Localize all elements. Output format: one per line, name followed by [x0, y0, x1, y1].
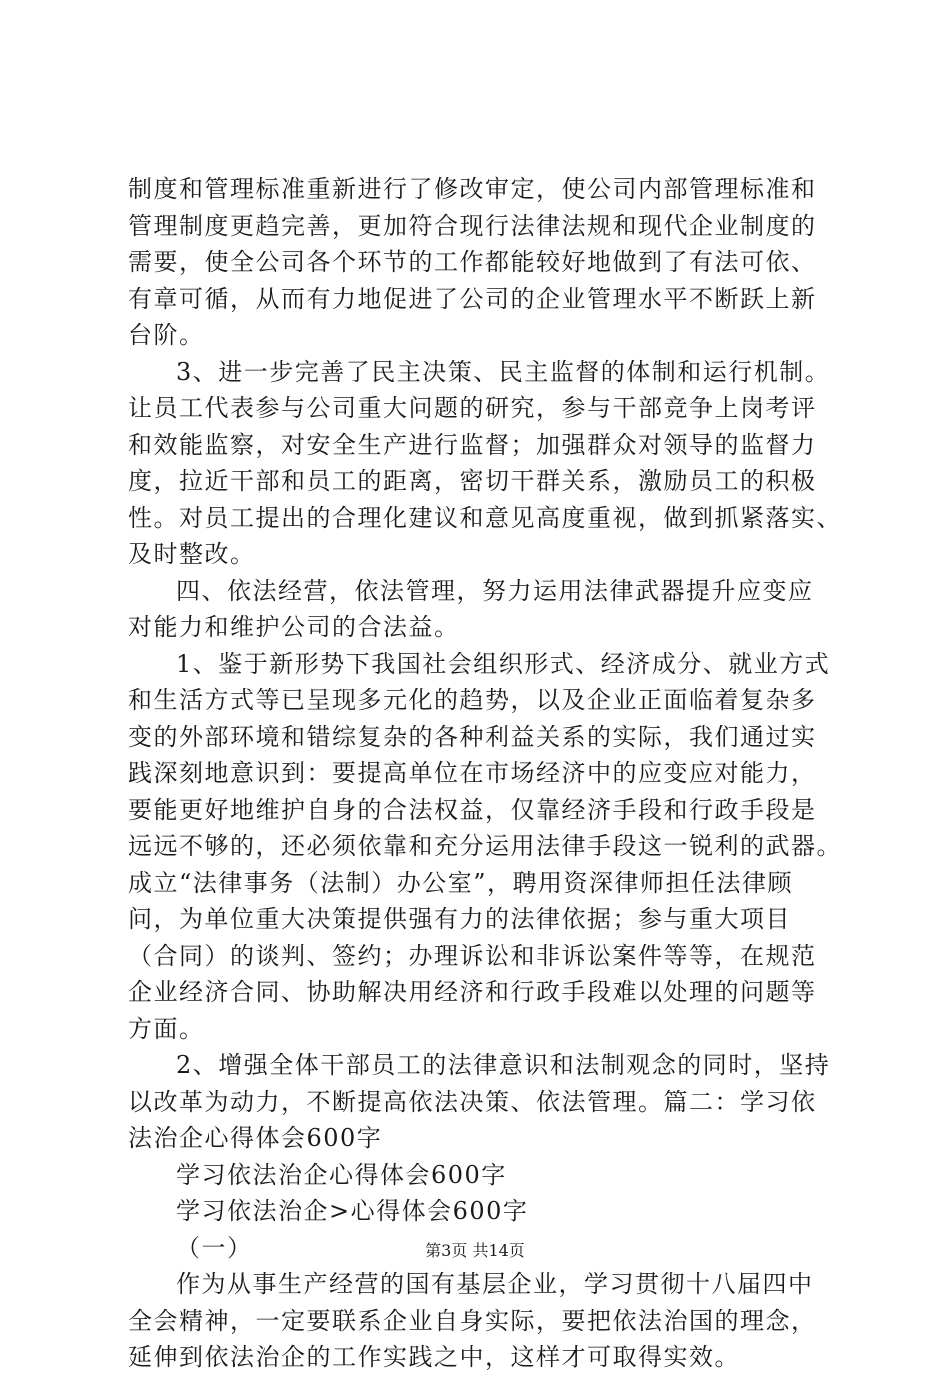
- text-line: 制度和管理标准重新进行了修改审定，使公司内部管理标准和: [128, 175, 817, 203]
- text-line: 台阶。: [128, 321, 205, 349]
- section-heading-line: 四、依法经营，依法管理，努力运用法律武器提升应变应: [176, 576, 814, 605]
- body-text: [128, 171, 848, 1376]
- text-line: 全会精神，一定要联系企业自身实际，要把依法治国的理念，: [128, 1306, 817, 1335]
- text-line: 性。对员工提出的合理化建议和意见高度重视，做到抓紧落实、: [128, 503, 842, 532]
- text-line: 践深刻地意识到：要提高单位在市场经济中的应变应对能力，: [128, 759, 817, 787]
- text-line: 度，拉近干部和员工的距离，密切干群关系，激励员工的积极: [128, 467, 817, 495]
- text-line: 企业经济合同、协助解决用经济和行政手段难以处理的问题等: [128, 978, 817, 1006]
- text-line: 让员工代表参与公司重大问题的研究，参与干部竞争上岗考评: [128, 394, 817, 422]
- paragraph-start-line: 1、鉴于新形势下我国社会组织形式、经济成分、就业方式: [176, 649, 831, 678]
- subtitle-line: 学习依法治企>心得体会600字: [176, 1197, 529, 1225]
- text-line: 有章可循，从而有力地促进了公司的企业管理水平不断跃上新: [128, 284, 817, 313]
- text-line: 成立“法律事务（法制）办公室”，聘用资深律师担任法律顾: [128, 868, 794, 897]
- text-line: 以改革为动力，不断提高依法决策、依法管理。篇二：学习依: [128, 1087, 817, 1116]
- paragraph-start-line: 3、进一步完善了民主决策、民主监督的体制和运行机制。: [176, 357, 831, 386]
- text-line: 问，为单位重大决策提供强有力的法律依据；参与重大项目: [128, 905, 791, 933]
- text-line: 和效能监察，对安全生产进行监督；加强群众对领导的监督力: [128, 430, 817, 459]
- text-line: 和生活方式等已呈现多元化的趋势，以及企业正面临着复杂多: [128, 686, 817, 714]
- section-number-line: （一）: [176, 1233, 253, 1262]
- text-line: 管理制度更趋完善，更加符合现行法律法规和现代企业制度的: [128, 211, 817, 240]
- subtitle-line: 学习依法治企心得体会600字: [176, 1160, 507, 1189]
- text-line: 需要，使全公司各个环节的工作都能较好地做到了有法可依、: [128, 248, 817, 276]
- paragraph-start-line: 2、增强全体干部员工的法律意识和法制观念的同时，坚持: [176, 1051, 831, 1079]
- paragraph-start-line: 作为从事生产经营的国有基层企业，学习贯彻十八届四中: [176, 1270, 814, 1298]
- text-line: 延伸到依法治企的工作实践之中，这样才可取得实效。: [128, 1343, 740, 1371]
- text-line: 对能力和维护公司的合法益。: [128, 613, 460, 641]
- text-line: 方面。: [128, 1014, 205, 1043]
- text-line: 变的外部环境和错综复杂的各种利益关系的实际，我们通过实: [128, 722, 817, 751]
- text-line: 远远不够的，还必须依靠和充分运用法律手段这一锐利的武器。: [128, 832, 842, 860]
- text-line: 及时整改。: [128, 540, 256, 568]
- text-line: 要能更好地维护自身的合法权益，仅靠经济手段和行政手段是: [128, 795, 817, 824]
- text-line: 法治企心得体会600字: [128, 1124, 383, 1152]
- text-line: （合同）的谈判、签约；办理诉讼和非诉讼案件等等，在规范: [128, 941, 817, 970]
- page-number-footer: 第3页 共14页: [425, 1241, 525, 1260]
